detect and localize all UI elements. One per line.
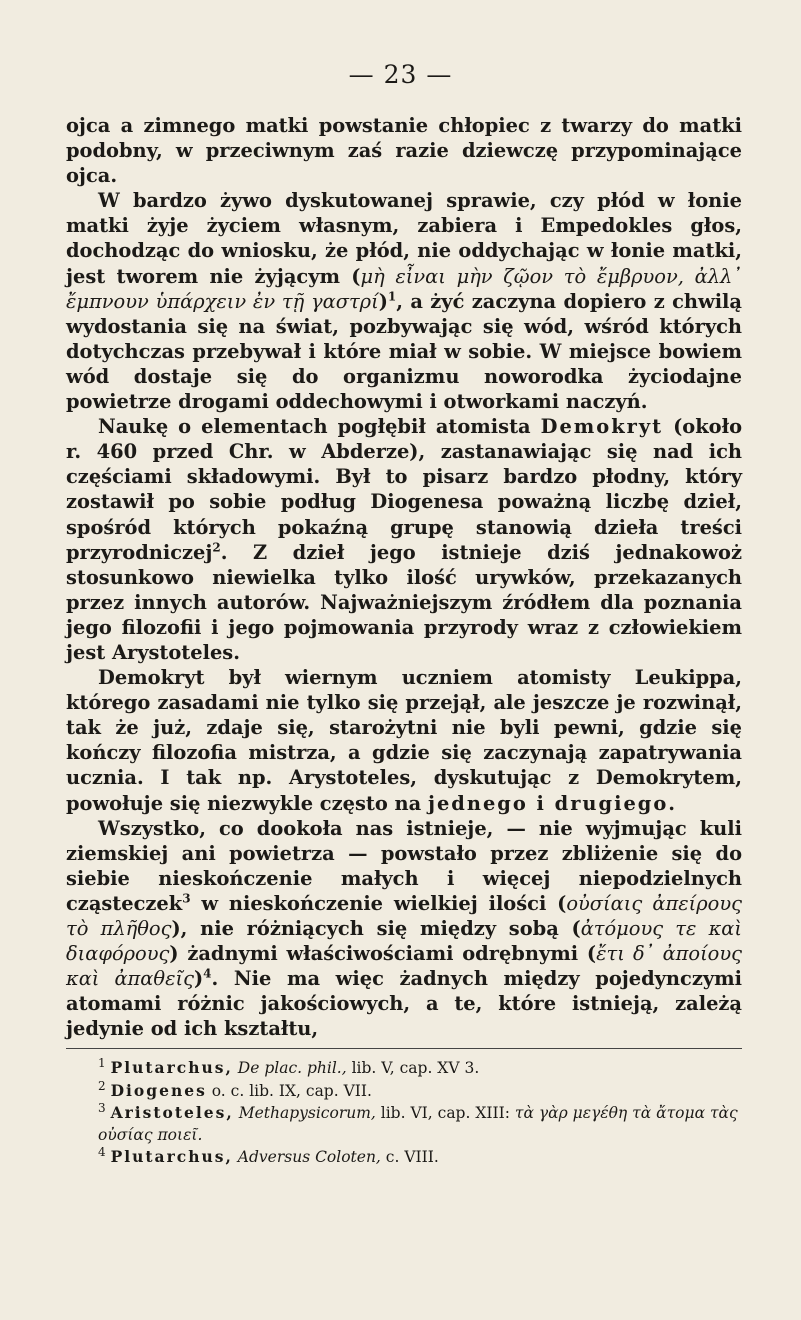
text-run: ), nie różniących się między sobą ( <box>171 917 581 940</box>
footnote-text: c. VIII. <box>380 1148 439 1166</box>
text-run: (około r. 460 przed Chr. w Abderze), zastanawiając się nad ich częściami składowymi. Był to pisarz bardzo płodny, który zostawił po sobie podług Diogenesa poważną liczbę dzieł, spośród których pokaźną grupę stanowią dzieła treści przyrodniczej <box>66 415 742 564</box>
footnote-text: lib. V, cap. XV 3. <box>346 1059 480 1077</box>
footnote-greek: τὰ γὰρ μεγέθη τὰ ἄτομα τὰς οὐσίας ποιεῖ. <box>98 1104 738 1144</box>
footnote-number: 2 <box>98 1078 106 1093</box>
spaced-name: Demokryt <box>540 415 664 439</box>
page-number: — 23 — <box>348 60 453 89</box>
footnote-title: Adversus Coloten, <box>237 1148 381 1166</box>
text-run: ) <box>193 967 204 991</box>
footnote-author: Plutarchus, <box>110 1058 233 1077</box>
text-run: . <box>668 791 676 815</box>
footnote-divider <box>66 1048 742 1049</box>
greek-quote: μὴ εἶναι μὴν ζῷον τὸ ἔμβρυον, ἀλλ᾽ ἔμπνουν ὑπάρχειν ἐν τῇ γαστρί <box>66 264 742 313</box>
text-run: , a żyć zaczyna dopiero z chwilą wydostania się na świat, pozbywając się wód, wśród których dotychczas przebywał i które miał w sobie. W miejsce bowiem wód dostaje się do organizmu noworodka życiodajne powietrze drogami oddechowymi i otworkami naczyń. <box>66 289 742 414</box>
paragraph-2 <box>66 188 742 414</box>
footnote-number: 1 <box>98 1055 106 1070</box>
paragraph-5 <box>66 816 742 1042</box>
greek-quote: οὐσίαις ἀπείρους τὸ πλῆθος <box>66 891 743 940</box>
footnote-number: 3 <box>98 1100 106 1115</box>
spaced-emphasis: jednego i drugiego <box>427 791 669 815</box>
footnote-ref[interactable]: 1 <box>387 289 397 304</box>
text-run: W bardzo żywo dyskutowanej sprawie, czy płód w łonie matki żyje życiem własnym, zabiera i Empedokles głos, dochodząc do wniosku, że płód, nie oddychając w łonie matki, jest tworem nie żyjącym ( <box>66 189 742 288</box>
footnote-2 <box>66 1080 742 1103</box>
footnote-ref[interactable]: 3 <box>182 891 191 906</box>
text-run: . Z dzieł jego istnieje dziś jednakowoż stosunkowo niewielka tylko ilość urywków, przekazanych przez innych autorów. Najważniejszym źródłem dla poznania jego filozofii i jego pojmowania przyrody wraz z człowiekiem jest Arystoteles. <box>66 540 742 664</box>
footnote-ref[interactable]: 4 <box>203 966 212 981</box>
footnote-title: De plac. phil., <box>237 1059 347 1077</box>
footnote-number: 4 <box>98 1144 106 1159</box>
footnote-4 <box>66 1146 742 1169</box>
greek-quote: ἀτόμους τε καὶ διαφόρους <box>66 917 742 966</box>
footnote-3 <box>66 1102 742 1146</box>
footnote-author: Plutarchus, <box>110 1147 233 1166</box>
footnote-text: lib. VI, cap. XIII: <box>375 1104 515 1122</box>
footnote-title: Methapysicorum, <box>238 1104 376 1122</box>
paragraph-3 <box>66 414 742 665</box>
text-run: w nieskończenie wielkiej ilości ( <box>190 891 567 915</box>
main-text <box>66 113 742 1041</box>
footnote-1 <box>66 1057 742 1080</box>
footnote-author: Aristoteles, <box>110 1103 234 1122</box>
paragraph-1 <box>66 113 742 188</box>
footnote-text: o. c. lib. IX, cap. VII. <box>206 1081 372 1100</box>
text-run: . Nie ma więc żadnych między pojedynczymi atomami różnic jakościowych, a te, które istnieją, zależą jedynie od ich kształtu, <box>66 967 742 1041</box>
paragraph-4 <box>66 665 742 816</box>
footnotes <box>66 1057 742 1169</box>
greek-quote: ἔτι δ᾽ ἀποίους καὶ ἀπαθεῖς <box>66 942 743 991</box>
footnote-author: Diogenes <box>110 1080 207 1100</box>
text-run: ojca a zimnego matki powstanie chłopiec z twarzy do matki podobny, w przeciwnym zaś razie dziewczę przypominające ojca. <box>66 114 742 188</box>
text-run: Demokryt był wiernym uczniem atomisty Leukippa, którego zasadami nie tylko się przejął, ale jeszcze je rozwinął, tak że już, zdaje się, starożytni nie byli pewni, gdzie się kończy filozofia mistrza, a gdzie się zaczynają zapatrywania ucznia. I tak np. Arystoteles, dyskutując z Demokrytem, powołuje się niezwykle często na <box>66 666 742 815</box>
text-run: Naukę o elementach pogłębił atomista <box>98 415 541 439</box>
text-run: Wszystko, co dookoła nas istnieje, — nie wyjmując kuli ziemskiej ani powietrza — powstało przez zbliżenie się do siebie nieskończenie małych i więcej niepodzielnych cząsteczek <box>66 816 742 915</box>
text-run: ) żadnymi właściwościami odrębnymi ( <box>169 942 597 966</box>
text-run: ) <box>378 289 388 313</box>
footnote-ref[interactable]: 2 <box>212 540 221 555</box>
